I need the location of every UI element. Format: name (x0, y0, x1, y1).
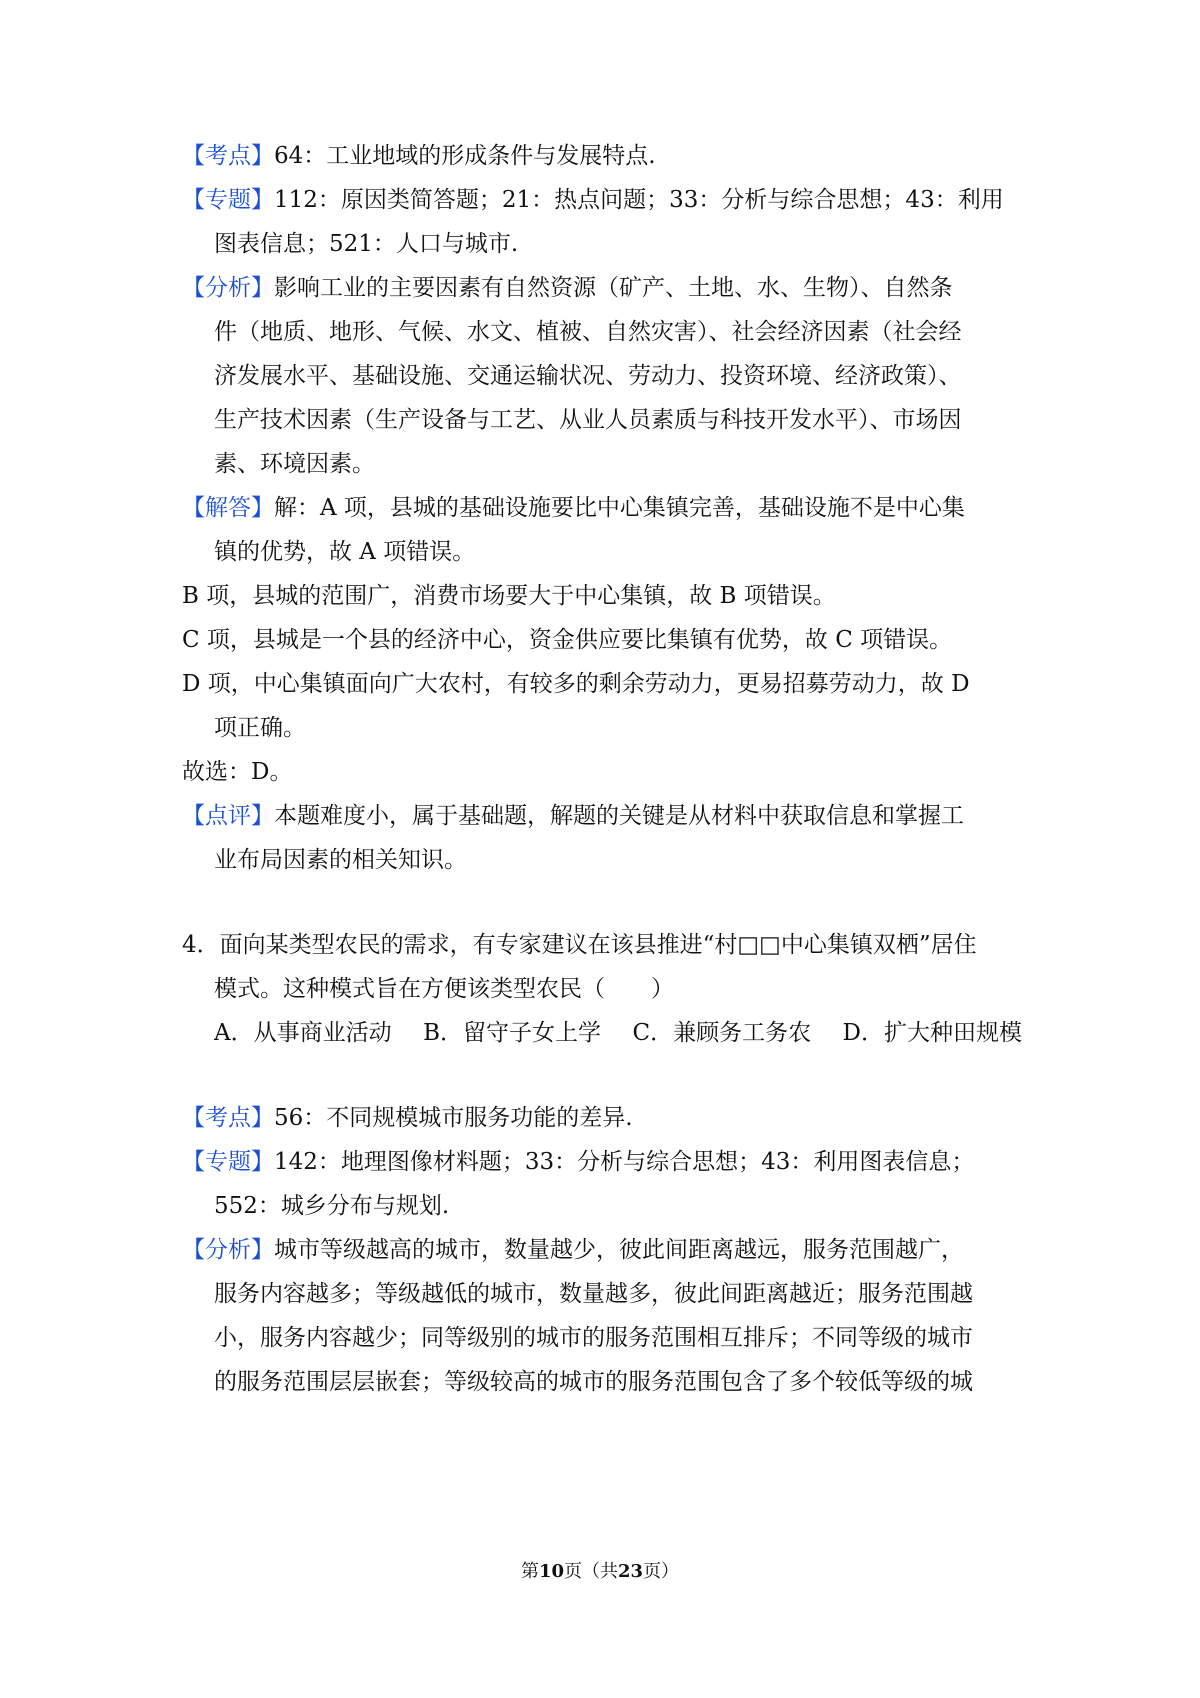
page-footer (0, 1560, 1200, 1584)
option-c: C．兼顾务工务农 (632, 1020, 812, 1046)
q4-fenxi-text: 城市等级越高的城市，数量越少，彼此间距离越远，服务范围越广， (274, 1237, 964, 1263)
option-d-explanation-2: 项正确。 (214, 715, 306, 741)
question-4: 4．面向某类型农民的需求，有专家建议在该县推进“村□□中心集镇双栖”居住 (182, 932, 977, 958)
q4-kaodian-line (182, 1103, 1022, 1133)
option-d: D．扩大种田规模 (842, 1020, 1022, 1046)
zhuanti-line (182, 185, 1022, 215)
option-a: A．从事商业活动 (214, 1020, 392, 1046)
option-c-explanation: C 项，县城是一个县的经济中心，资金供应要比集镇有优势，故 C 项错误。 (182, 627, 953, 653)
dianping-line (182, 801, 1022, 831)
fenxi-line-2: 件（地质、地形、气候、水文、植被、自然灾害）、社会经济因素（社会经 (214, 319, 962, 345)
dianping-tag: 【点评】 (182, 803, 274, 829)
footer-pre: 第 (520, 1561, 539, 1582)
jieda-line (182, 493, 1022, 523)
q4-zhuanti-tag: 【专题】 (182, 1149, 274, 1175)
q4-fenxi-line (182, 1235, 1022, 1265)
fenxi-line (182, 273, 1022, 303)
question-4-line-2: 模式。这种模式旨在方便该类型农民（ ） (214, 976, 674, 1002)
jieda-tag: 【解答】 (182, 495, 274, 521)
footer-total-pages: 23 (618, 1561, 644, 1582)
footer-post: 页） (643, 1561, 680, 1582)
jieda-line-2: 镇的优势，故 A 项错误。 (214, 539, 476, 565)
question-4-options (214, 1018, 1022, 1048)
kaodian-line (182, 141, 1022, 171)
q4-fenxi-tag: 【分析】 (182, 1237, 274, 1263)
q4-fenxi-line-2: 服务内容越多；等级越低的城市，数量越多，彼此间距离越近；服务范围越 (214, 1281, 973, 1307)
zhuanti-line-2: 图表信息；521：人口与城市. (214, 231, 519, 257)
fenxi-text: 影响工业的主要因素有自然资源（矿产、土地、水、生物）、自然条 (274, 275, 953, 301)
fenxi-line-4: 生产技术因素（生产设备与工艺、从业人员素质与科技开发水平）、市场因 (214, 407, 962, 433)
footer-mid: 页（共 (564, 1561, 618, 1582)
footer-page-number: 10 (538, 1561, 564, 1582)
fenxi-line-3: 济发展水平、基础设施、交通运输状况、劳动力、投资环境、经济政策）、 (214, 363, 962, 389)
q4-kaodian-tag: 【考点】 (182, 1105, 274, 1131)
q4-fenxi-line-3: 小，服务内容越少；同等级别的城市的服务范围相互排斥；不同等级的城市 (214, 1325, 973, 1351)
option-d-explanation: D 项，中心集镇面向广大农村，有较多的剩余劳动力，更易招募劳动力，故 D (182, 671, 970, 697)
dianping-line-2: 业布局因素的相关知识。 (214, 847, 467, 873)
q4-zhuanti-line (182, 1147, 1022, 1177)
option-b-explanation: B 项，县城的范围广，消费市场要大于中心集镇，故 B 项错误。 (182, 583, 836, 609)
zhuanti-text: 112：原因类简答题；21：热点问题；33：分析与综合思想；43：利用 (274, 187, 1004, 213)
jieda-text: 解：A 项，县城的基础设施要比中心集镇完善，基础设施不是中心集 (274, 495, 965, 521)
q4-zhuanti-text: 142：地理图像材料题；33：分析与综合思想；43：利用图表信息； (274, 1149, 975, 1175)
kaodian-text: 64：工业地域的形成条件与发展特点. (274, 143, 656, 169)
option-b: B．留守子女上学 (423, 1020, 601, 1046)
q4-fenxi-line-4: 的服务范围层层嵌套；等级较高的城市的服务范围包含了多个较低等级的城 (214, 1369, 973, 1395)
fenxi-tag: 【分析】 (182, 275, 274, 301)
zhuanti-tag: 【专题】 (182, 187, 274, 213)
dianping-text: 本题难度小，属于基础题，解题的关键是从材料中获取信息和掌握工 (274, 803, 964, 829)
kaodian-tag: 【考点】 (182, 143, 274, 169)
answer-line: 故选：D。 (182, 759, 293, 785)
fenxi-line-5: 素、环境因素。 (214, 451, 375, 477)
q4-kaodian-text: 56：不同规模城市服务功能的差异. (274, 1105, 633, 1131)
q4-zhuanti-line-2: 552：城乡分布与规划. (214, 1193, 450, 1219)
